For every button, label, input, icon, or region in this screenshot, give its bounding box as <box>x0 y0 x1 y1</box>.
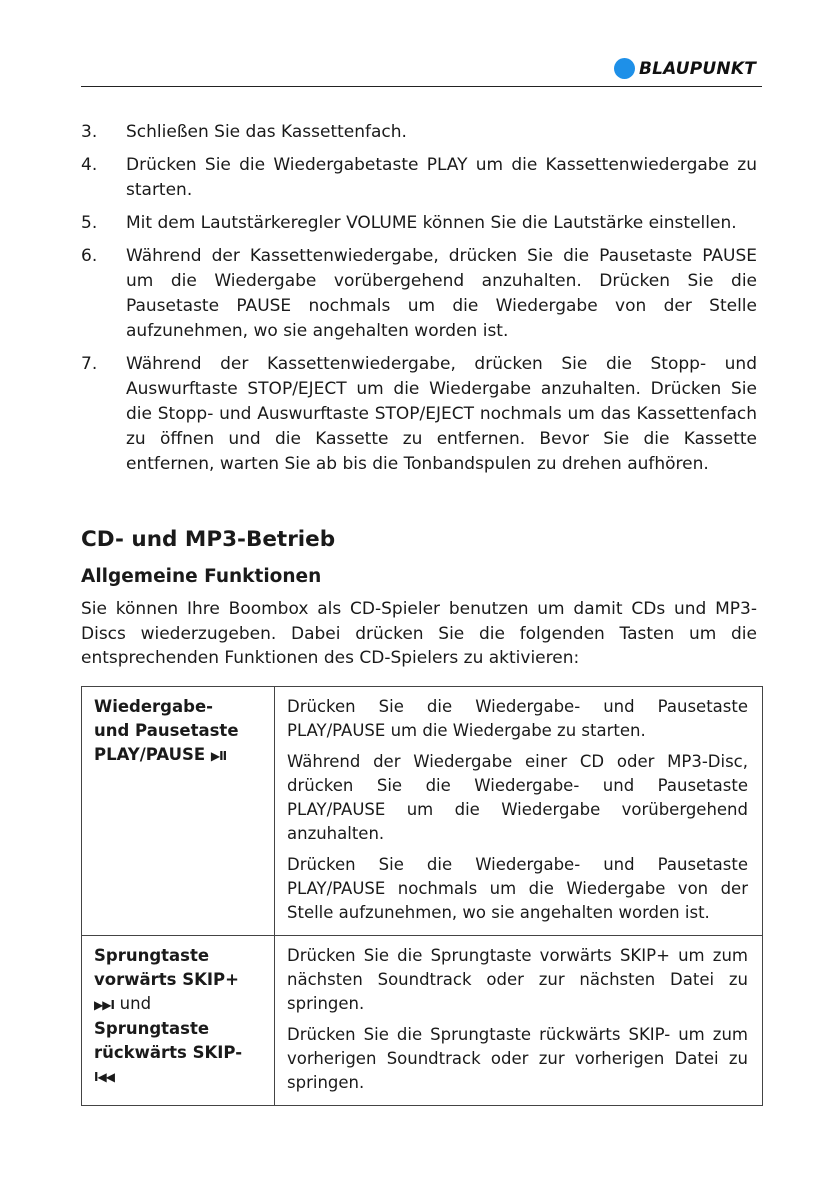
header-rule <box>81 86 762 87</box>
desc-cell-play-pause <box>275 687 763 936</box>
play-pause-icon: ▶II <box>210 749 227 763</box>
section-subtitle: Allgemeine Funktionen <box>81 566 322 587</box>
step-number: 3. <box>81 122 98 142</box>
key-label-and: und <box>119 994 152 1013</box>
step-text: Drücken Sie die Wiedergabetaste PLAY um die Kassettenwiedergabe zu starten. <box>126 155 757 200</box>
key-label-line: Wiedergabe- <box>94 697 213 716</box>
logo-dot-icon <box>614 58 635 79</box>
desc-paragraph: Drücken Sie die Wiedergabe- und Pausetaste PLAY/PAUSE um die Wiedergabe zu starten. <box>287 697 748 740</box>
desc-cell-skip <box>275 936 763 1106</box>
brand-logo <box>614 58 756 79</box>
step-text: Schließen Sie das Kassettenfach. <box>126 122 407 142</box>
key-label-line: Sprungtaste <box>94 946 210 965</box>
list-item <box>81 120 757 145</box>
step-text: Während der Kassettenwiedergabe, drücken Sie die Stopp- und Auswurftaste STOP/EJECT um die Wiedergabe anzuhalten. Drücken Sie die Stopp- und Auswurftaste STOP/EJECT nochmals um das Kassettenfach zu öffnen und die Kassette zu entfernen. Bevor Sie die Kassette entfernen, warten Sie ab bis die Tonbandspulen zu drehen aufhören. <box>126 354 757 474</box>
key-label-line: vorwärts SKIP+ <box>94 970 239 989</box>
key-cell-play-pause <box>82 687 275 936</box>
desc-paragraph: Drücken Sie die Wiedergabe- und Pausetaste PLAY/PAUSE nochmals um die Wiedergabe von der Stelle aufzunehmen, wo sie angehalten worden ist. <box>287 855 748 922</box>
step-number: 6. <box>81 246 98 266</box>
key-label-text: PLAY/PAUSE <box>94 745 206 764</box>
skip-back-icon: I◀◀ <box>94 1070 114 1084</box>
list-item <box>81 352 757 477</box>
key-label-line <box>94 992 274 1017</box>
function-table <box>81 686 763 1106</box>
section-title: CD- und MP3-Betrieb <box>81 527 336 552</box>
desc-paragraph: Während der Wiedergabe einer CD oder MP3-Disc, drücken Sie die Wiedergabe- und Pausetaste PLAY/PAUSE um die Wiedergabe vorübergehend anzuhalten. <box>287 752 748 843</box>
list-item <box>81 244 757 344</box>
table-row <box>82 687 763 936</box>
brand-name: BLAUPUNKT <box>638 58 756 79</box>
step-list <box>81 120 757 485</box>
step-number: 7. <box>81 354 98 374</box>
key-label-line: rückwärts SKIP- <box>94 1043 243 1062</box>
key-cell-skip <box>82 936 275 1106</box>
key-label-line <box>94 743 274 768</box>
list-item <box>81 153 757 203</box>
list-item <box>81 211 757 236</box>
step-number: 5. <box>81 213 98 233</box>
key-label-line: Sprungtaste <box>94 1019 210 1038</box>
step-text: Mit dem Lautstärkeregler VOLUME können Sie die Lautstärke einstellen. <box>126 213 737 233</box>
section-intro: Sie können Ihre Boombox als CD-Spieler benutzen um damit CDs und MP3-Discs wiederzugeben. Dabei drücken Sie die folgenden Tasten um die entsprechenden Funktionen des CD-Spielers zu aktivieren: <box>81 599 757 668</box>
desc-paragraph: Drücken Sie die Sprungtaste vorwärts SKIP+ um zum nächsten Soundtrack oder zur nächsten Datei zu springen. <box>287 946 748 1013</box>
key-label-line: und Pausetaste <box>94 721 239 740</box>
desc-paragraph: Drücken Sie die Sprungtaste rückwärts SKIP- um zum vorherigen Soundtrack oder zur vorherigen Datei zu springen. <box>287 1025 748 1092</box>
step-text: Während der Kassettenwiedergabe, drücken Sie die Pausetaste PAUSE um die Wiedergabe vorübergehend anzuhalten. Drücken Sie die Pausetaste PAUSE nochmals um die Wiedergabe von der Stelle aufzunehmen, wo sie angehalten worden ist. <box>126 246 757 341</box>
table-row <box>82 936 763 1106</box>
step-number: 4. <box>81 155 98 175</box>
skip-forward-icon: ▶▶I <box>94 998 114 1012</box>
